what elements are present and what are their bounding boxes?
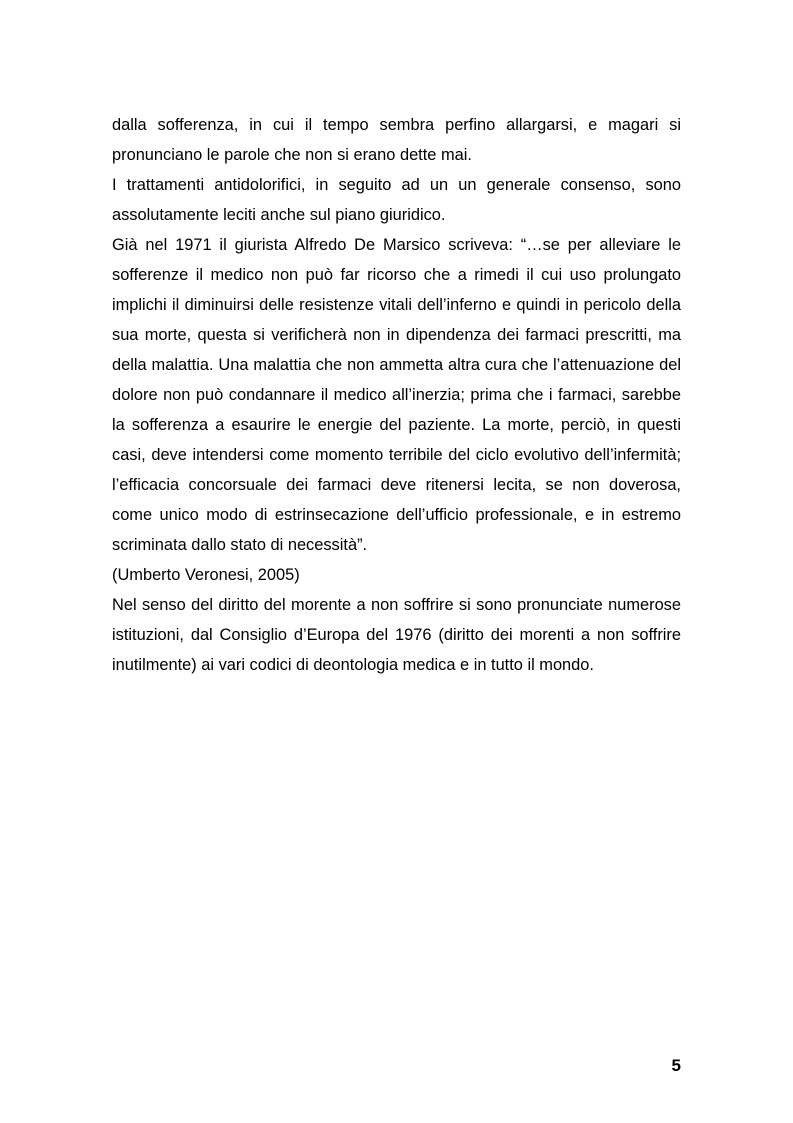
paragraph-sofferenza: dalla sofferenza, in cui il tempo sembra perfino allargarsi, e magari si pronunciano le parole che non si erano dette mai. <box>112 116 681 164</box>
body-text <box>112 110 681 680</box>
page-number: 5 <box>671 1056 681 1075</box>
paragraph-de-marsico-quote: Già nel 1971 il giurista Alfredo De Marsico scriveva: “…se per alleviare le sofferenze il medico non può far ricorso che a rimedi il cui uso prolungato implichi il diminuirsi delle resistenze vitali dell’inferno e quindi in pericolo della sua morte, questa si verificherà non in dipendenza dei farmaci prescritti, ma della malattia. Una malattia che non ammetta altra cura che l’attenuazione del dolore non può condannare il medico all’inerzia; prima che i farmaci, sarebbe la sofferenza a esaurire le energie del paziente. La morte, perciò, in questi casi, deve intendersi come momento terribile del ciclo evolutivo dell’infermità; l’efficacia concorsuale dei farmaci deve ritenersi lecita, se non doverosa, come unico modo di estrinsecazione dell’ufficio professionale, e in estremo scriminata dallo stato di necessità”. <box>112 236 681 554</box>
paragraph-trattamenti: I trattamenti antidolorifici, in seguito ad un un generale consenso, sono assolutamente leciti anche sul piano giuridico. <box>112 176 681 224</box>
paragraph-diritto-morente: Nel senso del diritto del morente a non soffrire si sono pronunciate numerose istituzioni, dal Consiglio d’Europa del 1976 (diritto dei morenti a non soffrire inutilmente) ai vari codici di deontologia medica e in tutto il mondo. <box>112 596 681 674</box>
paragraph-citation: (Umberto Veronesi, 2005) <box>112 566 300 584</box>
